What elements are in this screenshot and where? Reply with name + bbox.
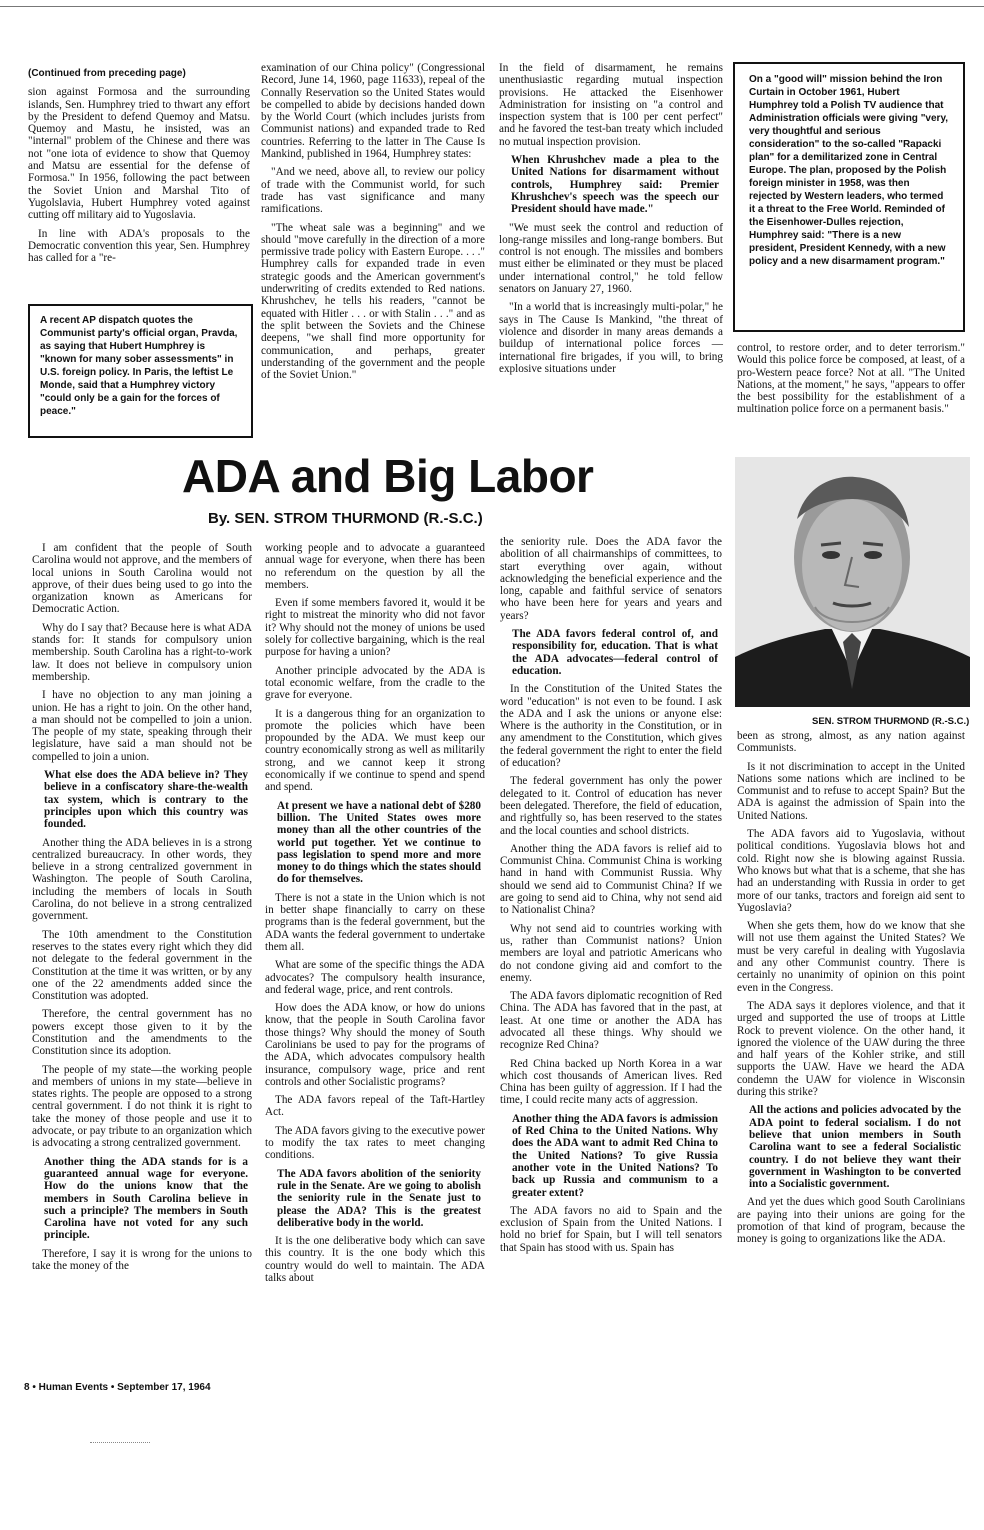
paragraph: The ADA favors giving to the executive power to modify the tax rates to meet changing conditions. <box>265 1124 485 1162</box>
top-rule <box>0 6 984 7</box>
top-column-1 <box>28 68 250 270</box>
pravda-sidebar-text: A recent AP dispatch quotes the Communist party's official organ, Pravda, as saying that Hubert Humphrey is "known for many sober assessments" in U.S. foreign policy. In Paris, the leftist Le Monde, said that a Humphrey victory "could only be a gain for the forces of peace." <box>40 315 238 417</box>
paragraph: Another thing the ADA stands for is a guaranteed annual wage for everyone. How do the unions know that the members in South Carolina believe in such a principle? The members in South Carolina have not voted for any such principle. <box>44 1155 248 1242</box>
page-footer: 8 • Human Events • September 17, 1964 <box>24 1382 211 1393</box>
top-column-4 <box>737 342 965 422</box>
paragraph: sion against Formosa and the surrounding islands, Sen. Humphrey tried to thwart any effort by the President to defend Quemoy and Matsu. Quemoy and Mastu, he insisted, was an "internal" problem of the Chinese and there was not "one iota of evidence to show that Quemoy and Matsu are essential for the defense of Formosa." In 1956, following the pact between the Soviet Union and Marshal Tito of Yugolslavia, Hubert Humphrey voted against cutting off military aid to Yugoslavia. <box>28 86 250 222</box>
article-column-1 <box>32 542 252 1278</box>
pravda-sidebar-box <box>28 304 253 438</box>
article-headline: ADA and Big Labor <box>182 450 594 502</box>
article-byline: By. SEN. STROM THURMOND (R.-S.C.) <box>208 510 483 527</box>
portrait-illustration <box>735 457 970 707</box>
paragraph: I am confident that the people of South Carolina would not approve, and the members of local unions in South Carolina would not approve, of their dues being used to go into the organization known as Americans for Democratic Action. <box>32 542 252 616</box>
top-column-3 <box>499 62 723 381</box>
paragraph: The people of my state—the working people and members of unions in my state—believe in states rights. The people are opposed to a strong central government. I do not think it is right to take the money of those people and use it to advocate, or pay tribute to an organization which is advocating a strong centralized government. <box>32 1063 252 1150</box>
paragraph: There is not a state in the Union which is not in better shape financially to carry on these programs than is the federal government, but the ADA wants the federal government to undertake them all. <box>265 891 485 953</box>
paragraph: Why not send aid to countries working with us, rather than Communist nations? Union members are loyal and patriotic Americans who do not condone giving aid and comfort to the enemy. <box>500 922 722 984</box>
paragraph: Red China backed up North Korea in a war which cost thousands of American lives. Red China has been guilty of aggression. If I had the time, I could recite many acts of aggression. <box>500 1057 722 1107</box>
paragraph: What else does the ADA believe in? They believe in a confiscatory share-the-wealth tax system, which is contrary to the principles upon which this country was founded. <box>44 769 248 831</box>
paragraph: What are some of the specific things the ADA advocates? The compulsory health insurance, and federal wage, price, and rent controls. <box>265 959 485 996</box>
paragraph: examination of our China policy" (Congressional Record, June 14, 1960, page 11633), repeal of the Connally Reservation so the United States would be compelled to abide by decisions handed down by the World Court (which includes jurists from Communist nations) and expanded trade to Red countries. Referring to the latter in The Cause Is Mankind, published in 1964, Humphrey states: <box>261 62 485 161</box>
paragraph: I have no objection to any man joining a union. He has a right to join. On the other hand, a man should not be compelled to join a union. The people of my state, speaking through their legislature, have said a man should not be compelled to join a union. <box>32 689 252 763</box>
paragraph: The ADA favors no aid to Spain and the exclusion of Spain from the United Nations. I hold no brief for Spain, but I will tell senators that Spain has stood with us. Spain has <box>500 1204 722 1254</box>
paragraph: The ADA says it deplores violence, and that it urged and supported the use of troops at Little Rock to prevent violence. On the other hand, it ignored the violence of the UAW during the three and half years of the Kohler strike, and still supports the UAW. Have we heard the ADA condemn the UAW for violence in Wisconsin during this strike? <box>737 999 965 1099</box>
photo-caption: SEN. STROM THURMOND (R.-S.C.) <box>812 716 970 727</box>
paragraph: How does the ADA know, or how do unions know, that the people in South Carolina favor those things? Why should the money of South Carolinians be used to pay for the programs of the ADA, which advocates compulsory health insurance, compulsory wage, price and rent controls and other Socialistic programs? <box>265 1002 485 1088</box>
top-column-2 <box>261 62 485 387</box>
senator-portrait-photo <box>735 457 970 707</box>
article-column-4 <box>737 730 965 1252</box>
paragraph: working people and to advocate a guaranteed annual wage for everyone, when there has been no referendum on the question by all the members. <box>265 542 485 591</box>
rapacki-sidebar-box <box>733 62 965 332</box>
paragraph: Therefore, I say it is wrong for the unions to take the money of the <box>32 1247 252 1273</box>
paragraph: In line with ADA's proposals to the Democratic convention this year, Sen. Humphrey has called for a "re- <box>28 227 250 265</box>
paragraph: When she gets them, how do we know that she will not use them against the United States? We must be very careful in dealing with Yugoslavia and any other Communist country. There is certainly no unanimity of opinion on this point even in the Congress. <box>737 920 965 994</box>
article-column-2 <box>265 542 485 1290</box>
paragraph: It is the one deliberative body which can save this country. It is the one body which this country would do well to maintain. The ADA talks about <box>265 1235 485 1285</box>
paragraph: control, to restore order, and to deter terrorism." Would this police force be composed, at least, of a pro-Western peace force? Not at all. "The United Nations, at the moment," he says, "appears to offer the best possibility for the establishment of a multination police force on a permanent basis." <box>737 342 965 416</box>
paragraph: And yet the dues which good South Carolinians are paying into their unions are going for the promotion of that kind of program, because the money is going to organizations like the ADA. <box>737 1196 965 1246</box>
rapacki-sidebar-text: On a "good will" mission behind the Iron Curtain in October 1961, Hubert Humphrey told a Polish TV audience that Administration officials were giving "very, very thoughtful and serious consideration" to the so-called "Rapacki plan" for a demilitarized zone in Central Europe. The plan, proposed by the Polish foreign minister in 1958, was then rejected by Western leaders, who termed it a threat to the Free World. Reminded of the Eisenhower-Dulles rejection, Humphrey said: "There is a new president, President Kennedy, with a new policy and a new disarmament program." <box>749 74 949 267</box>
paragraph: Another principle advocated by the ADA is total economic welfare, from the cradle to the grave for everyone. <box>265 664 485 702</box>
article-column-3 <box>500 536 722 1260</box>
paragraph: Why do I say that? Because here is what ADA stands for: It stands for compulsory union membership. South Carolina has a right-to-work law. It does not believe in compulsory union membership. <box>32 621 252 683</box>
paragraph: The ADA favors abolition of the seniority rule in the Senate. Are we going to abolish the seniority rule in the Senate just to please the ADA? This is the greatest deliberative body in the world. <box>277 1167 481 1229</box>
paragraph: The federal government has only the power delegated to it. Control of education has never been delegated. Therefore, the field of education, and rightfully so, has been reserved to the states and the local counties and school districts. <box>500 775 722 837</box>
paragraph: It is a dangerous thing for an organization to promote the policies which have been propounded by the ADA. We must keep our country economically strong as well as militarily strong, and we cannot keep it strong economically if we continue to spend and spend and spend. <box>265 707 485 794</box>
paragraph: The ADA favors aid to Yugoslavia, without political conditions. Yugoslavia blows hot and cold. Right now she is blowing against Russia. Who knows but what that is a scheme, that she has had an understanding with Russia in order to get more of our tanks, tractors and foreign aid sent to Yugoslavia? <box>737 828 965 914</box>
paragraph: been as strong, almost, as any nation against Communists. <box>737 730 965 755</box>
continued-label: (Continued from preceding page) <box>28 68 186 79</box>
paragraph: Another thing the ADA believes in is a strong centralized bureaucracy. In other words, they believe in a strong centralized government in Washington. The people of South Carolina, including the members of locals in South Carolina, do not believe in a strong centralized government. <box>32 836 252 923</box>
paragraph: the seniority rule. Does the ADA favor the abolition of all chairmanships of committees, to start everything over again, without acknowledging the beneficial experience and the long, capable and faithful service of senators who have been here for years and years and years? <box>500 536 722 622</box>
paragraph: When Khrushchev made a plea to the United Nations for disarmament without controls, Humphrey said: Premier Khrushchev's speech was the speech our President should have made." <box>511 154 719 216</box>
paragraph: "The wheat sale was a beginning" and we should "move carefully in the direction of a more permissive trade policy with Eastern Europe. . . ." Humphrey calls for expanded trade in even strategic goods and the American government's underwriting of credits extended to Red nations. Khrushchev, he tells his readers, "cannot be equated with Hitler . . . or with Stalin . . ." and as the split between the Soviets and the Chinese deepens, "we shall find more opportunity for communication, and perhaps, greater understanding of the government and the people of the Soviet Union." <box>261 221 485 382</box>
paragraph: "And we need, above all, to review our policy of trade with the Communist world, for such trade has vast significance and many ramifications. <box>261 166 485 216</box>
paragraph: "We must seek the control and reduction of long-range missiles and long-range bombers. But control is not enough. The missiles and bombers must either be eliminated or they must be placed under international control," he told fellow senators on January 27, 1960. <box>499 221 723 296</box>
scan-marks <box>90 1442 150 1445</box>
paragraph: All the actions and policies advocated by the ADA point to federal socialism. I do not believe that union members in South Carolina want to see a federal Socialistic country. I do not believe they want their government in Washington to be converted into a Socialistic government. <box>749 1104 961 1191</box>
paragraph: The ADA favors federal control of, and responsibility for, education. That is what the ADA advocates—federal control of education. <box>512 628 718 677</box>
paragraph: "In a world that is increasingly multi-polar," he says in The Cause Is Mankind, "the threat of violence and disorder in many areas demands a buildup of international police forces —international fire brigades, if you will, to bring explosive situations under <box>499 301 723 375</box>
paragraph: The ADA favors diplomatic recognition of Red China. The ADA has favored that in the past, at least. At one time or another the ADA has advocated all these things. Why should we recognize Red China? <box>500 990 722 1052</box>
paragraph: Therefore, the central government has no powers except those given to it by the Constitution and the amendments to the Constitution since its adoption. <box>32 1008 252 1058</box>
paragraph: Is it not discrimination to accept in the United Nations some nations which are inclined to be Communist and to refuse to accept Spain? But the ADA is against the admission of Spain into the United Nations. <box>737 760 965 822</box>
paragraph: In the field of disarmament, he remains unenthusiastic regarding mutual inspection provisions. He attacked the Eisenhower Administration for insisting on "a control and inspection system that is 100 per cent perfect" and he favored the test-ban treaty which included no mutual inspection provision. <box>499 62 723 148</box>
paragraph: Another thing the ADA favors is admission of Red China to the United Nations. Why does the ADA want to admit Red China to the United Nations? To give Russia another vote in the United Nations? To back up Russia and communism to a greater extent? <box>512 1112 718 1199</box>
paragraph: At present we have a national debt of $280 billion. The United States owes more money than all the other countries of the world put together. Yet we continue to pass legislation to spend more and more money to do things which the states should do for themselves. <box>277 799 481 886</box>
paragraph: The ADA favors repeal of the Taft-Hartley Act. <box>265 1094 485 1119</box>
paragraph: In the Constitution of the United States the word "education" is not even to be found. I ask the ADA and I ask the unions or anyone else: Where is the authority in the Constitution, or in any amendment to the Constitution, which gives the federal government the right to enter the field of education? <box>500 683 722 770</box>
paragraph: Even if some members favored it, would it be right to mistreat the minority who did not favor it? Why should not the money of unions be used solely for collective bargaining, which is the real purpose for having a union? <box>265 597 485 659</box>
paragraph: The 10th amendment to the Constitution reserves to the states every right which they did not delegate to the federal government in the Constitution at the time it was written, or by any one of the 22 amendments added since the Constitution was adopted. <box>32 928 252 1003</box>
paragraph: Another thing the ADA favors is relief aid to Communist China. Communist China is working hand in hand with Communist Russia. Why should we send aid to Communist China? If we are going to send aid to China, why not send aid to Nationalist China? <box>500 842 722 917</box>
